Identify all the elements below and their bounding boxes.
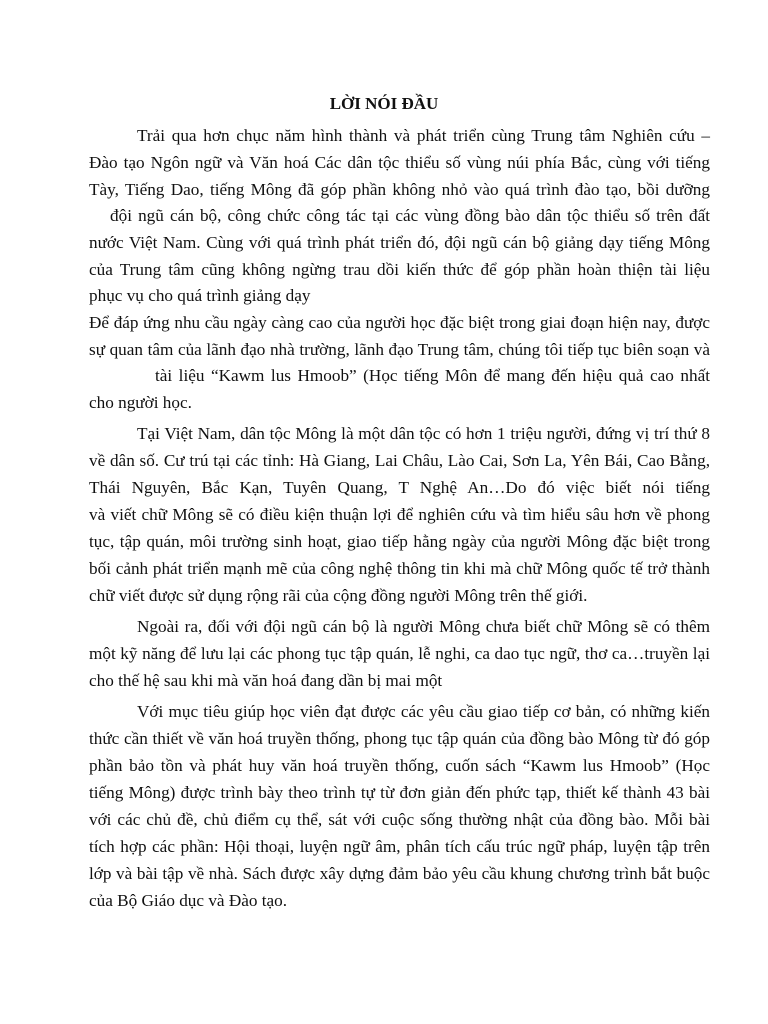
text-line: sự quan tâm của lãnh đạo nhà trường, lãnh đạo Trung tâm, chúng tôi tiếp tục biên soạn và xyxy=(89,340,710,359)
text-line: Trải qua hơn chục năm hình thành và phát triển cùng Trung tâm Nghiên cứu – xyxy=(137,126,710,145)
text-line: một kỹ năng để lưu lại các phong tục tập quán, lễ nghi, ca dao tục ngữ, thơ ca…truyền lại xyxy=(89,644,710,663)
text-line: về dân số. Cư trú tại các tỉnh: Hà Giang, Lai Châu, Lào Cai, Sơn La, Yên Bái, Cao Bằng, xyxy=(89,451,710,470)
text-line: chữ viết được sử dụng rộng rãi của cộng đồng người Mông trên thế giới. xyxy=(89,586,588,605)
text-line: tích hợp các phần: Hội thoại, luyện ngữ âm, phân tích cấu trúc ngữ pháp, luyện tập trên xyxy=(89,837,710,856)
text-line: tài liệu “Kawm lus Hmoob” (Học tiếng Môn để mang đến hiệu quả cao nhất xyxy=(155,366,710,385)
page-title: LỜI NÓI ĐẦU xyxy=(329,94,439,113)
text-line: Với mục tiêu giúp học viên đạt được các yêu cầu giao tiếp cơ bản, có những kiến xyxy=(137,702,710,721)
text-line: của Bộ Giáo dục và Đào tạo. xyxy=(89,891,288,910)
text-line: Thái Nguyên, Bắc Kạn, Tuyên Quang, T Nghệ An…Do đó việc biết nói tiếng xyxy=(89,478,710,497)
text-line: tục, tập quán, môi trường sinh hoạt, giao tiếp hằng ngày của người Mông đặc biệt trong xyxy=(89,532,710,551)
text-line: Đào tạo Ngôn ngữ và Văn hoá Các dân tộc thiểu số vùng núi phía Bắc, cùng với tiếng xyxy=(89,153,710,172)
text-line: phục vụ cho quá trình giảng dạy xyxy=(89,286,311,305)
text-line: bối cảnh phát triển mạnh mẽ của công nghệ thông tin khi mà chữ Mông quốc tế trở thành xyxy=(89,559,710,578)
text-line: thức cần thiết về văn hoá truyền thống, phong tục tập quán của đồng bào Mông từ đó góp xyxy=(89,729,710,748)
text-line: cho người học. xyxy=(89,393,192,412)
text-line: cho thế hệ sau khi mà văn hoá đang dần bị mai một xyxy=(89,671,443,690)
text-line: Tày, Tiếng Dao, tiếng Mông đã góp phần không nhỏ vào quá trình đào tạo, bồi dưỡng xyxy=(89,180,710,199)
text-line: tiếng Mông) được trình bày theo trình tự từ đơn giản đến phức tạp, thiết kế thành 43 bài xyxy=(89,783,710,802)
text-line: Để đáp ứng nhu cầu ngày càng cao của người học đặc biệt trong giai đoạn hiện nay, được xyxy=(89,313,710,332)
text-line: nước Việt Nam. Cùng với quá trình phát triển đó, đội ngũ cán bộ giảng dạy tiếng Mông xyxy=(89,233,710,252)
text-line: phần bảo tồn và phát huy văn hoá truyền thống, cuốn sách “Kawm lus Hmoob” (Học xyxy=(89,756,710,775)
text-line: với các chủ đề, chủ điểm cụ thể, sát với cuộc sống thường nhật của đồng bào. Mỗi bài xyxy=(89,810,710,829)
text-line: và viết chữ Mông sẽ có điều kiện thuận lợi để nghiên cứu và tìm hiểu sâu hơn về phong xyxy=(89,505,710,524)
text-line: Ngoài ra, đối với đội ngũ cán bộ là người Mông chưa biết chữ Mông sẽ có thêm xyxy=(137,617,710,636)
text-line: Tại Việt Nam, dân tộc Mông là một dân tộc có hơn 1 triệu người, đứng vị trí thứ 8 xyxy=(137,424,710,443)
text-line: của Trung tâm cũng không ngừng trau dồi kiến thức để góp phần hoàn thiện tài liệu xyxy=(89,260,710,279)
text-line: đội ngũ cán bộ, công chức công tác tại các vùng đồng bào dân tộc thiểu số trên đất xyxy=(110,206,710,225)
text-line: lớp và bài tập về nhà. Sách được xây dựng đảm bảo yêu cầu khung chương trình bắt buộc xyxy=(89,864,710,883)
